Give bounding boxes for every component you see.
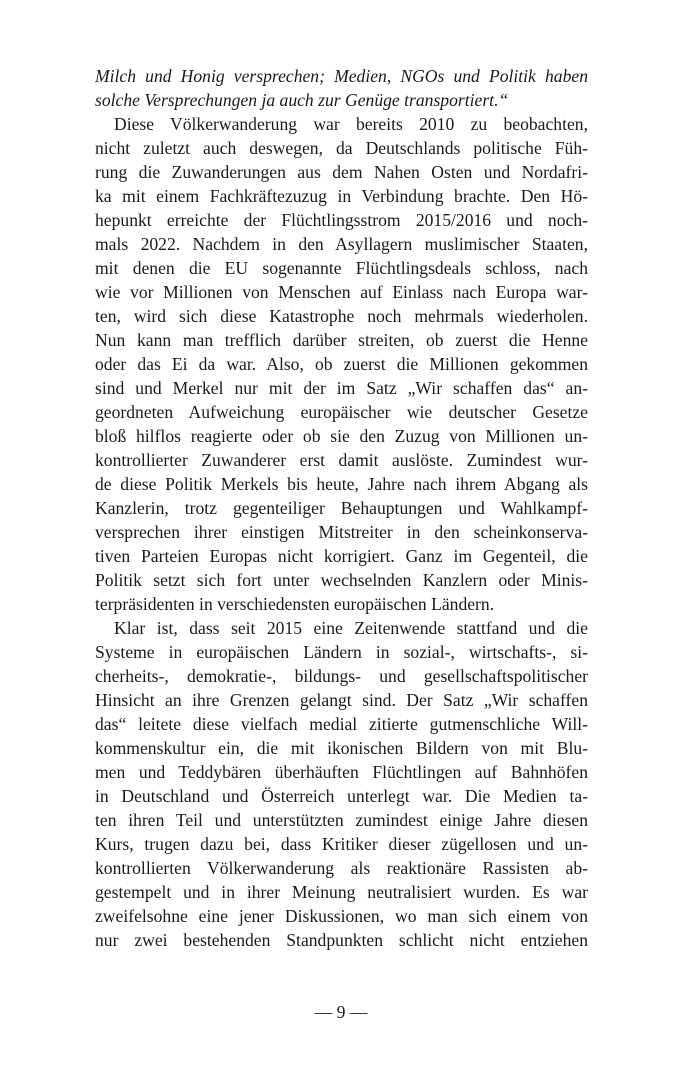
text-line: Politik setzt sich fort unter wechselnden Kanzlern oder Minis- [95, 570, 588, 590]
text-line: Nun kann man trefflich darüber streiten, ob zuerst die Henne [95, 330, 588, 350]
text-line: Hinsicht an ihre Grenzen gelangt sind. Der Satz „Wir schaffen [95, 690, 588, 710]
text-line: oder das Ei da war. Also, ob zuerst die Millionen gekommen [95, 354, 588, 374]
text-line: wie vor Millionen von Menschen auf Einlass nach Europa war- [95, 282, 588, 302]
text-line: Kurs, trugen dazu bei, dass Kritiker dieser zügellosen und un- [95, 834, 588, 854]
text-line: das“ leitete diese vielfach medial zitierte gutmenschliche Will- [95, 714, 588, 734]
text-line: tiven Parteien Europas nicht korrigiert. Ganz im Gegenteil, die [95, 546, 588, 566]
text-line: Milch und Honig versprechen; Medien, NGOs und Politik haben [95, 66, 588, 86]
text-line: ten ihren Teil und unterstützten zumindest einige Jahre diesen [95, 810, 588, 830]
text-line: cherheits-, demokratie-, bildungs- und gesellschaftspolitischer [95, 666, 588, 686]
text-line: Systeme in europäischen Ländern in sozial-, wirtschafts-, si- [95, 642, 588, 662]
text-line: zweifelsohne eine jener Diskussionen, wo man sich einem von [95, 906, 588, 926]
page-body [95, 64, 588, 952]
text-line: de diese Politik Merkels bis heute, Jahre nach ihrem Abgang als [95, 474, 588, 494]
text-line: mals 2022. Nachdem in den Asyllagern muslimischer Staaten, [95, 234, 588, 254]
text-line: bloß hilflos reagierte oder ob sie den Zuzug von Millionen un- [95, 426, 588, 446]
text-line: in Deutschland und Österreich unterlegt war. Die Medien ta- [95, 786, 588, 806]
text-line: terpräsidenten in verschiedensten europäischen Ländern. [95, 594, 495, 614]
text-line: ten, wird sich diese Katastrophe noch mehrmals wiederholen. [95, 306, 588, 326]
text-line: mit denen die EU sogenannte Flüchtlingsdeals schloss, nach [95, 258, 588, 278]
text-line: men und Teddybären überhäuften Flüchtlingen auf Bahnhöfen [95, 762, 588, 782]
text-line: Klar ist, dass seit 2015 eine Zeitenwende stattfand und die [114, 618, 588, 638]
quote-continuation [95, 64, 588, 112]
text-line: ka mit einem Fachkräftezuzug in Verbindung brachte. Den Hö- [95, 186, 588, 206]
paragraph-migration-history [95, 112, 588, 616]
text-line: solche Versprechungen ja auch zur Genüge transportiert.“ [95, 90, 509, 110]
paragraph-turning-point [95, 616, 588, 952]
text-line: rung die Zuwanderungen aus dem Nahen Osten und Nordafri- [95, 162, 588, 182]
text-line: Diese Völkerwanderung war bereits 2010 zu beobachten, [114, 114, 588, 134]
text-line: kontrollierten Völkerwanderung als reaktionäre Rassisten ab- [95, 858, 588, 878]
text-line: gestempelt und in ihrer Meinung neutralisiert wurden. Es war [95, 882, 588, 902]
text-line: kommenskultur ein, die mit ikonischen Bildern von mit Blu- [95, 738, 588, 758]
page-number: — 9 — [314, 1002, 368, 1022]
text-line: versprechen ihrer einstigen Mitstreiter in den scheinkonserva- [95, 522, 588, 542]
text-line: sind und Merkel nur mit der im Satz „Wir schaffen das“ an- [95, 378, 588, 398]
text-line: Kanzlerin, trotz gegenteiliger Behauptungen und Wahlkampf- [95, 498, 588, 518]
text-line: hepunkt erreichte der Flüchtlingsstrom 2015/2016 und noch- [95, 210, 588, 230]
text-line: kontrollierter Zuwanderer erst damit auslöste. Zumindest wur- [95, 450, 588, 470]
text-line: nicht zuletzt auch deswegen, da Deutschlands politische Füh- [95, 138, 588, 158]
text-line: geordneten Aufweichung europäischer wie deutscher Gesetze [95, 402, 588, 422]
text-line: nur zwei bestehenden Standpunkten schlicht nicht entziehen [95, 930, 588, 950]
